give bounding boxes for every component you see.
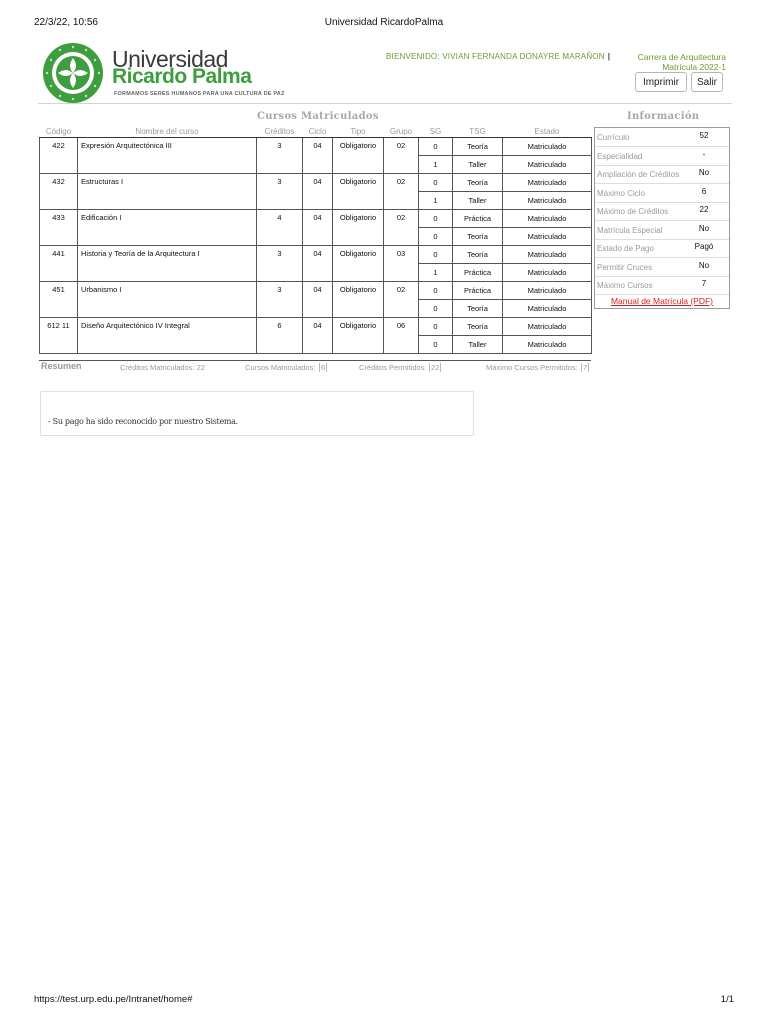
payment-message: - Su pago ha sido reconocido por nuestro Sistema.	[48, 417, 238, 426]
header-group: Grupo	[384, 126, 419, 138]
exit-button[interactable]: Salir	[691, 72, 723, 92]
course-group: 02	[384, 210, 419, 246]
print-page-title: Universidad RicardoPalma	[324, 17, 444, 28]
course-group: 02	[384, 282, 419, 318]
course-credits: 3	[257, 246, 303, 282]
course-type: Obligatorio	[333, 282, 384, 318]
course-row	[40, 282, 592, 300]
course-row	[40, 174, 592, 192]
header-sg: SG	[419, 126, 453, 138]
course-cycle: 04	[303, 282, 333, 318]
info-row	[595, 221, 729, 240]
course-group: 03	[384, 246, 419, 282]
course-name: Urbanismo I	[78, 282, 257, 318]
header-tsg: TSG	[453, 126, 503, 138]
subgroup-sg: 0	[419, 210, 453, 228]
subgroup-state: Matriculado	[503, 264, 592, 282]
subgroup-sg: 1	[419, 192, 453, 210]
course-cycle: 04	[303, 318, 333, 354]
subgroup-sg: 0	[419, 282, 453, 300]
info-section-title: Información	[627, 111, 700, 122]
university-logo[interactable]	[42, 42, 372, 104]
course-code: 433	[40, 210, 78, 246]
info-row	[595, 258, 729, 277]
course-row	[40, 246, 592, 264]
info-label: Máximo Cursos	[597, 281, 653, 290]
info-label: Currículo	[597, 133, 630, 142]
enrollment-period: Matrícula 2022-1	[662, 62, 726, 72]
course-row	[40, 210, 592, 228]
info-value: 52	[699, 131, 709, 140]
header-divider	[38, 103, 732, 104]
info-value: 7	[701, 279, 707, 288]
subgroup-sg: 0	[419, 336, 453, 354]
subgroup-tsg: Taller	[453, 156, 503, 174]
welcome-text	[386, 52, 610, 61]
career-info	[638, 52, 726, 72]
info-value: Pagó	[694, 242, 714, 251]
university-seal-icon	[42, 42, 104, 104]
header-state: Estado	[503, 126, 592, 138]
course-credits: 3	[257, 282, 303, 318]
info-row	[595, 128, 729, 147]
info-row	[595, 165, 729, 184]
subgroup-state: Matriculado	[503, 228, 592, 246]
course-cycle: 04	[303, 246, 333, 282]
print-button[interactable]: Imprimir	[635, 72, 687, 92]
info-value: -	[702, 149, 706, 159]
header-code: Código	[40, 126, 78, 138]
subgroup-tsg: Teoría	[453, 138, 503, 156]
payment-message-box	[40, 391, 474, 436]
header-separator: |	[607, 52, 611, 61]
info-value: No	[698, 223, 710, 233]
subgroup-state: Matriculado	[503, 210, 592, 228]
courses-section-title: Cursos Matriculados	[257, 111, 379, 122]
course-type: Obligatorio	[333, 210, 384, 246]
subgroup-state: Matriculado	[503, 282, 592, 300]
courses-table-container	[39, 126, 591, 354]
course-group: 06	[384, 318, 419, 354]
course-name: Expresión Arquitectónica III	[78, 138, 257, 174]
subgroup-sg: 1	[419, 264, 453, 282]
subgroup-sg: 0	[419, 174, 453, 192]
subgroup-state: Matriculado	[503, 318, 592, 336]
print-datetime: 22/3/22, 10:56	[34, 17, 98, 28]
welcome-user: BIENVENIDO: VIVIAN FERNANDA DONAYRE MARAÑON	[386, 52, 605, 61]
course-name: Historia y Teoría de la Arquitectura I	[78, 246, 257, 282]
course-code: 422	[40, 138, 78, 174]
subgroup-sg: 0	[419, 138, 453, 156]
summary-max-label: Máximo Cursos Permitidos:	[486, 363, 578, 372]
course-row	[40, 318, 592, 336]
course-cycle: 04	[303, 174, 333, 210]
course-type: Obligatorio	[333, 246, 384, 282]
subgroup-tsg: Teoría	[453, 246, 503, 264]
course-code: 432	[40, 174, 78, 210]
course-code: 441	[40, 246, 78, 282]
header-course-name: Nombre del curso	[78, 126, 257, 138]
info-label: Especialidad	[597, 151, 643, 161]
info-label: Ampliación de Créditos	[597, 170, 680, 179]
logo-line-1: Universidad	[112, 46, 228, 72]
subgroup-tsg: Teoría	[453, 228, 503, 246]
header-type: Tipo	[333, 126, 384, 138]
subgroup-sg: 0	[419, 300, 453, 318]
summary-credits: Créditos Matriculados: 22	[120, 363, 206, 372]
info-label: Máximo Ciclo	[597, 188, 646, 198]
subgroup-sg: 1	[419, 156, 453, 174]
subgroup-tsg: Teoría	[453, 174, 503, 192]
course-cycle: 04	[303, 138, 333, 174]
summary-allowed-label: Créditos Permitidos:	[359, 363, 427, 372]
course-type: Obligatorio	[333, 174, 384, 210]
enrollment-manual-link[interactable]: Manual de Matrícula (PDF)	[610, 296, 714, 306]
info-value: No	[698, 260, 710, 270]
course-credits: 4	[257, 210, 303, 246]
info-label: Permitir Cruces	[597, 262, 653, 272]
course-code: 612 11	[40, 318, 78, 354]
subgroup-tsg: Teoría	[453, 318, 503, 336]
subgroup-state: Matriculado	[503, 300, 592, 318]
print-page-count: 1/1	[720, 994, 734, 1005]
print-footer	[34, 994, 734, 1008]
info-value: 6	[701, 186, 707, 196]
course-credits: 3	[257, 174, 303, 210]
subgroup-state: Matriculado	[503, 336, 592, 354]
course-type: Obligatorio	[333, 318, 384, 354]
subgroup-state: Matriculado	[503, 246, 592, 264]
courses-table	[39, 126, 592, 354]
career-name: Carrera de Arquitectura	[637, 52, 726, 62]
course-type: Obligatorio	[333, 138, 384, 174]
course-name: Edificación I	[78, 210, 257, 246]
print-header	[34, 17, 734, 31]
info-label: Máximo de Créditos	[597, 207, 669, 216]
courses-body	[40, 138, 592, 354]
course-credits: 6	[257, 318, 303, 354]
info-label: Matrícula Especial	[597, 225, 663, 235]
summary-allowed-value: 22	[431, 363, 440, 372]
subgroup-tsg: Taller	[453, 192, 503, 210]
course-name: Diseño Arquitectónico IV Integral	[78, 318, 257, 354]
subgroup-tsg: Práctica	[453, 210, 503, 228]
course-credits: 3	[257, 138, 303, 174]
info-row	[595, 184, 729, 203]
subgroup-sg: 0	[419, 246, 453, 264]
course-group: 02	[384, 138, 419, 174]
summary-label: Resumen	[41, 361, 82, 371]
subgroup-tsg: Práctica	[453, 282, 503, 300]
info-row	[595, 147, 729, 166]
subgroup-state: Matriculado	[503, 138, 592, 156]
summary-max-value: 7	[583, 363, 588, 372]
subgroup-state: Matriculado	[503, 174, 592, 192]
course-cycle: 04	[303, 210, 333, 246]
courses-summary	[39, 360, 591, 374]
summary-courses-label: Cursos Matriculados:	[245, 363, 316, 372]
logo-tagline: FORMAMOS SERES HUMANOS PARA UNA CULTURA DE PAZ	[114, 91, 285, 97]
course-name: Estructuras I	[78, 174, 257, 210]
info-row	[595, 276, 729, 295]
subgroup-tsg: Taller	[453, 336, 503, 354]
courses-header-row	[40, 126, 592, 138]
course-group: 02	[384, 174, 419, 210]
info-row	[595, 239, 729, 258]
course-code: 451	[40, 282, 78, 318]
info-panel	[594, 127, 730, 309]
info-value: 22	[699, 205, 709, 214]
logo-line-2: Ricardo Palma	[112, 65, 252, 88]
print-url: https://test.urp.edu.pe/Intranet/home#	[34, 994, 193, 1005]
subgroup-state: Matriculado	[503, 192, 592, 210]
subgroup-state: Matriculado	[503, 156, 592, 174]
subgroup-sg: 0	[419, 228, 453, 246]
header-cycle: Ciclo	[303, 126, 333, 138]
info-value: No	[698, 168, 710, 177]
course-row	[40, 138, 592, 156]
info-row	[595, 202, 729, 221]
info-label: Estado de Pago	[597, 244, 654, 253]
subgroup-sg: 0	[419, 318, 453, 336]
summary-courses-value: 6	[321, 363, 326, 372]
header-credits: Créditos	[257, 126, 303, 138]
subgroup-tsg: Práctica	[453, 264, 503, 282]
subgroup-tsg: Teoría	[453, 300, 503, 318]
